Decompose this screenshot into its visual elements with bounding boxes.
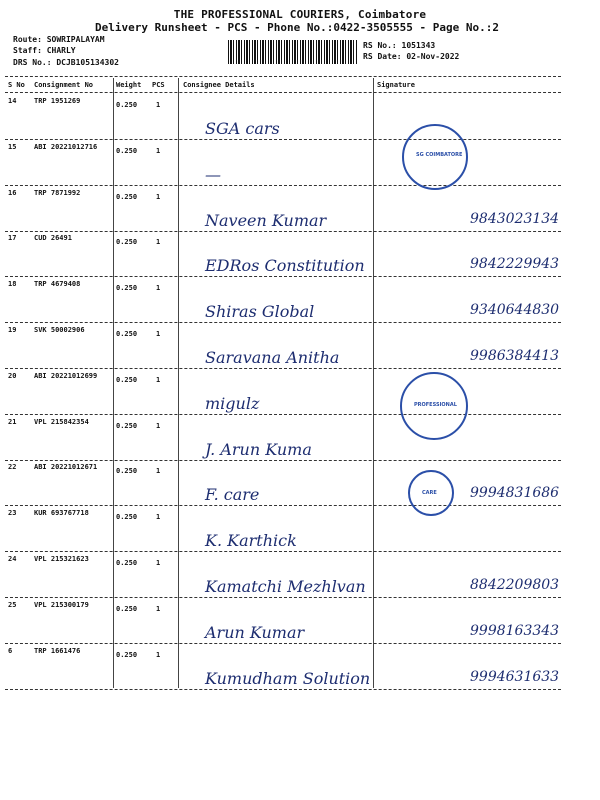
row-pcs: 1 [156,651,161,659]
column-header-weight: Weight [116,81,142,89]
row-signature-handwriting: 9843023134 [470,211,560,227]
row-consignment-no: VPL 215321623 [34,555,89,563]
row-signature-handwriting: 9842229943 [470,256,560,272]
sg-stamp-text: SG COIMBATORE [416,152,463,158]
row-sno: 22 [8,463,17,471]
row-signature-handwriting: 9994831686 [470,485,560,501]
row-pcs: 1 [156,193,161,201]
row-weight: 0.250 [116,376,138,384]
row-weight: 0.250 [116,513,138,521]
row-consignment-no: TRP 4679408 [34,280,81,288]
row-signature-handwriting: 9998163343 [470,623,560,639]
row-weight: 0.250 [116,284,138,292]
row-divider [5,414,561,415]
row-signature-handwriting: 9994631633 [470,669,560,685]
row-consignee-handwriting: Kumudham Solution [205,669,371,688]
column-header-sno: S No [8,81,25,89]
row-consignee-handwriting: SGA cars [205,119,280,138]
row-pcs: 1 [156,467,161,475]
rs-date: RS Date: 02-Nov-2022 [363,52,460,61]
row-weight: 0.250 [116,605,138,613]
row-pcs: 1 [156,559,161,567]
company-title: THE PROFESSIONAL COURIERS, Coimbatore [173,8,427,21]
row-consignee-handwriting: migulz [205,394,260,413]
round-stamp [400,372,468,440]
row-pcs: 1 [156,330,161,338]
care-stamp [408,470,454,516]
row-signature-handwriting: 9986384413 [470,348,560,364]
row-consignee-handwriting: F. care [205,485,260,504]
row-weight: 0.250 [116,101,138,109]
row-sno: 18 [8,280,17,288]
row-consignment-no: TRP 1951269 [34,97,81,105]
sg-stamp [402,124,468,190]
row-weight: 0.250 [116,559,138,567]
row-sno: 15 [8,143,17,151]
row-sno: 14 [8,97,17,105]
row-divider [5,597,561,598]
row-consignment-no: CUD 26491 [34,234,72,242]
runsheet-subtitle: Delivery Runsheet - PCS - Phone No.:0422-3505555 - Page No.:2 [95,21,499,34]
row-consignee-handwriting: Shiras Global [205,302,315,321]
row-consignee-handwriting: Kamatchi Mezhlvan [205,577,366,596]
row-pcs: 1 [156,284,161,292]
row-pcs: 1 [156,513,161,521]
row-divider [5,460,561,461]
row-consignee-handwriting: Naveen Kumar [205,211,327,230]
row-sno: 16 [8,189,17,197]
row-consignee-handwriting: — [205,165,221,184]
row-pcs: 1 [156,605,161,613]
row-consignment-no: ABI 20221012699 [34,372,98,380]
column-header-signature: Signature [377,81,415,89]
row-sno: 6 [8,647,13,655]
rs-number: RS No.: 1051343 [363,41,436,50]
row-pcs: 1 [156,101,161,109]
row-consignment-no: VPL 215842354 [34,418,89,426]
row-pcs: 1 [156,376,161,384]
row-divider [5,505,561,506]
column-header-consignment: Consignment No [34,81,94,89]
row-consignee-handwriting: K. Karthick [205,531,297,550]
row-signature-handwriting: 9340644830 [470,302,560,318]
row-sno: 25 [8,601,17,609]
row-consignment-no: KUR 693767718 [34,509,89,517]
row-divider [5,139,561,140]
row-weight: 0.250 [116,330,138,338]
row-consignee-handwriting: EDRos Constitution [205,256,365,275]
row-consignment-no: SVK 50002906 [34,326,85,334]
row-weight: 0.250 [116,651,138,659]
row-consignment-no: ABI 20221012671 [34,463,98,471]
row-pcs: 1 [156,422,161,430]
row-divider [5,185,561,186]
row-divider [5,689,561,690]
row-divider [5,231,561,232]
row-weight: 0.250 [116,193,138,201]
header-rule-bottom [5,92,561,93]
header-rule-top [5,76,561,77]
row-consignment-no: ABI 20221012716 [34,143,98,151]
row-sno: 24 [8,555,17,563]
row-weight: 0.250 [116,467,138,475]
row-weight: 0.250 [116,422,138,430]
row-divider [5,368,561,369]
row-consignee-handwriting: J. Arun Kuma [205,440,312,459]
row-weight: 0.250 [116,238,138,246]
row-consignment-no: VPL 215300179 [34,601,89,609]
row-divider [5,551,561,552]
row-consignee-handwriting: Saravana Anitha [205,348,340,367]
row-weight: 0.250 [116,147,138,155]
row-signature-handwriting: 8842209803 [470,577,560,593]
route-label: Route: SOWRIPALAYAM [13,35,105,44]
row-divider [5,322,561,323]
row-consignee-handwriting: Arun Kumar [205,623,305,642]
row-sno: 23 [8,509,17,517]
staff-label: Staff: CHARLY [13,46,76,55]
row-sno: 19 [8,326,17,334]
row-divider [5,276,561,277]
row-sno: 21 [8,418,17,426]
row-pcs: 1 [156,238,161,246]
row-divider [5,643,561,644]
drs-number: DRS No.: DCJB105134302 [13,58,119,67]
round-stamp-text: PROFESSIONAL [414,402,457,408]
row-sno: 17 [8,234,17,242]
column-header-pcs: PCS [152,81,165,89]
row-consignment-no: TRP 7871992 [34,189,81,197]
row-consignment-no: TRP 1661476 [34,647,81,655]
barcode [228,40,358,64]
row-pcs: 1 [156,147,161,155]
care-stamp-text: CARE [422,490,437,496]
row-sno: 20 [8,372,17,380]
column-header-consignee: Consignee Details [183,81,255,89]
